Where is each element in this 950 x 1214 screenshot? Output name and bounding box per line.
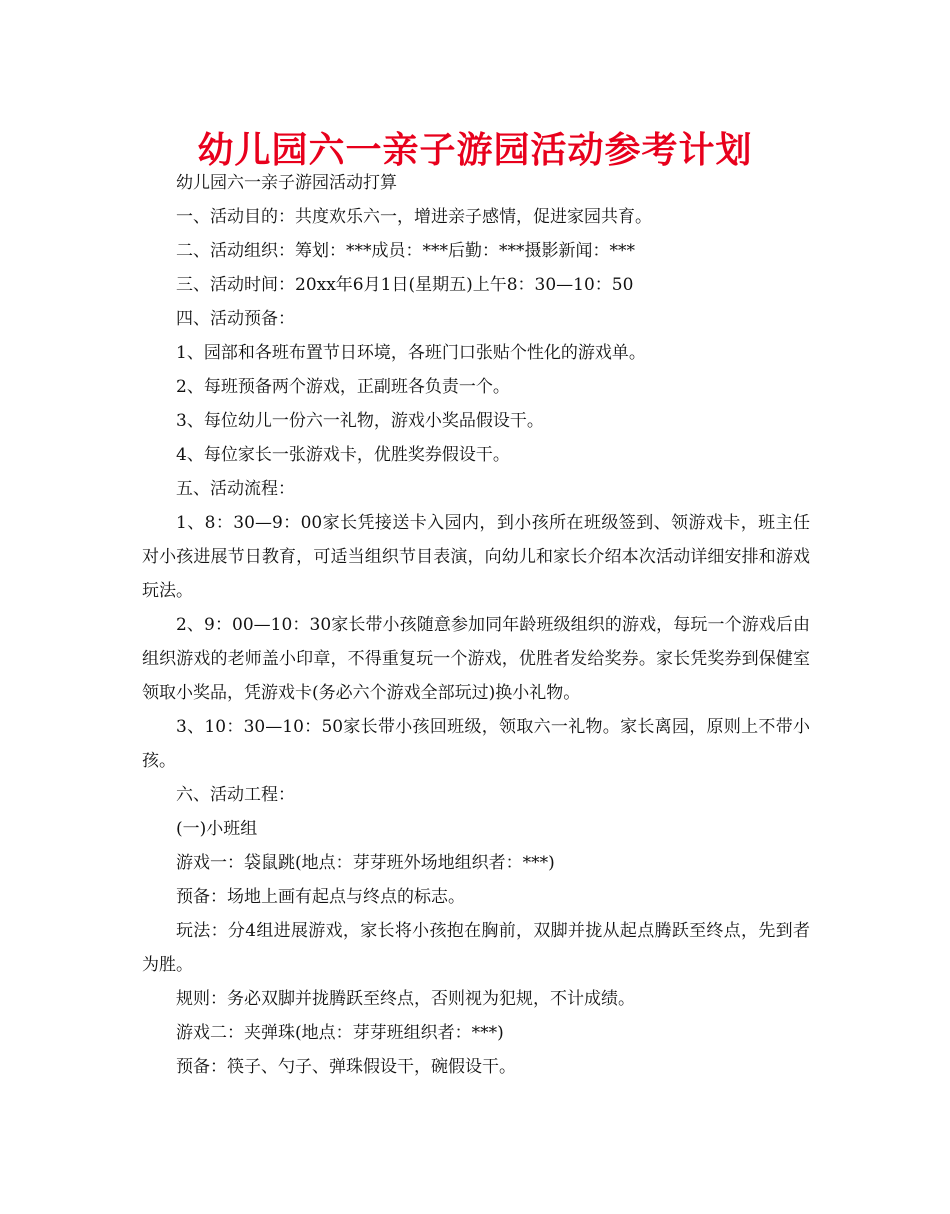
process-step: 1、8：30—9：00家长凭接送卡入园内，到小孩所在班级签到、领游戏卡，班主任对小孩进展节日教育，可适当组织节目表演，向幼儿和家长介绍本次活动详细安排和游戏玩法。 <box>142 513 810 601</box>
heading-projects: 六、活动工程： <box>176 785 295 805</box>
game-title: 游戏二：夹弹珠(地点：芽芽班组织者：***) <box>176 1023 504 1043</box>
paragraph-time: 三、活动时间：20xx年6月1日(星期五)上午8：30—10：50 <box>176 275 634 295</box>
game-rules-play: 玩法：分4组进展游戏，家长将小孩抱在胸前，双脚并拢从起点腾跃至终点，先到者为胜。 <box>142 921 810 975</box>
list-item: 2、每班预备两个游戏，正副班各负责一个。 <box>176 377 510 397</box>
list-item: 1、园部和各班布置节日环境，各班门口张贴个性化的游戏单。 <box>176 343 646 363</box>
heading-process: 五、活动流程： <box>176 479 295 499</box>
process-step: 3、10：30—10：50家长带小孩回班级，领取六一礼物。家长离园，原则上不带小孩。 <box>142 717 810 771</box>
game-rules: 规则：务必双脚并拢腾跃至终点，否则视为犯规，不计成绩。 <box>176 989 635 1009</box>
document-body <box>142 166 810 1084</box>
document-title: 幼儿园六一亲子游园活动参考计划 <box>197 130 753 171</box>
heading-preparation: 四、活动预备： <box>176 309 295 329</box>
list-item: 3、每位幼儿一份六一礼物，游戏小奖品假设干。 <box>176 411 544 431</box>
process-step: 2、9：00—10：30家长带小孩随意参加同年龄班级组织的游戏，每玩一个游戏后由组织游戏的老师盖小印章，不得重复玩一个游戏，优胜者发给奖券。家长凭奖券到保健室领取小奖品，凭游戏卡(务必六个游戏全部玩过)换小礼物。 <box>142 615 810 703</box>
paragraph-organization: 二、活动组织：筹划：***成员：***后勤：***摄影新闻：*** <box>176 241 635 261</box>
subheading-small-class: (一)小班组 <box>176 819 258 839</box>
subtitle-line: 幼儿园六一亲子游园活动打算 <box>176 173 397 193</box>
paragraph-purpose: 一、活动目的：共度欢乐六一，增进亲子感情，促进家园共育。 <box>176 207 652 227</box>
game-title: 游戏一：袋鼠跳(地点：芽芽班外场地组织者：***) <box>176 853 555 873</box>
list-item: 4、每位家长一张游戏卡，优胜奖券假设干。 <box>176 445 510 465</box>
game-preparation: 预备：筷子、勺子、弹珠假设干，碗假设干。 <box>176 1057 516 1077</box>
game-preparation: 预备：场地上画有起点与终点的标志。 <box>176 887 465 907</box>
